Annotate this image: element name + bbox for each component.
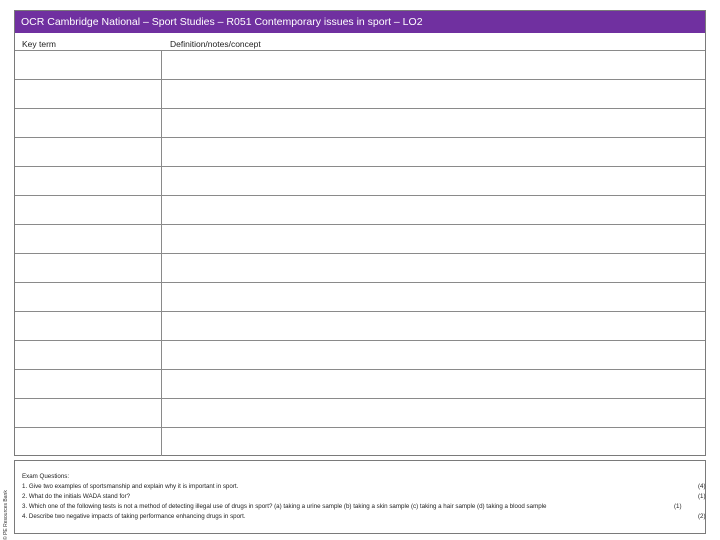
table-row (15, 79, 705, 108)
definition-cell[interactable] (162, 109, 705, 137)
exam-heading: Exam Questions: (22, 473, 70, 480)
table-row (15, 195, 705, 224)
column-header-key-term: Key term (22, 39, 57, 49)
exam-questions-box (14, 460, 706, 534)
definition-cell[interactable] (162, 80, 705, 108)
table-body (15, 50, 705, 456)
exam-question: 2. What do the initials WADA stand for? (22, 493, 131, 500)
key-term-cell[interactable] (15, 370, 162, 398)
definition-cell[interactable] (162, 167, 705, 195)
exam-question: 1. Give two examples of sportsmanship and explain why it is important in sport. (22, 483, 239, 490)
table-row (15, 253, 705, 282)
table-row (15, 282, 705, 311)
key-term-cell[interactable] (15, 138, 162, 166)
definition-cell[interactable] (162, 399, 705, 427)
page-title: OCR Cambridge National – Sport Studies – R051 Contemporary issues in sport – LO2 (15, 11, 705, 33)
definition-cell[interactable] (162, 254, 705, 282)
table-row (15, 311, 705, 340)
key-term-cell[interactable] (15, 283, 162, 311)
table-row (15, 137, 705, 166)
key-term-cell[interactable] (15, 399, 162, 427)
definition-cell[interactable] (162, 370, 705, 398)
definition-cell[interactable] (162, 341, 705, 369)
exam-question-marks: (1) (674, 503, 682, 510)
key-term-cell[interactable] (15, 167, 162, 195)
definition-cell[interactable] (162, 428, 705, 456)
key-term-cell[interactable] (15, 312, 162, 340)
key-term-cell[interactable] (15, 196, 162, 224)
definition-cell[interactable] (162, 283, 705, 311)
table-row (15, 108, 705, 137)
key-term-cell[interactable] (15, 51, 162, 79)
definition-cell[interactable] (162, 312, 705, 340)
table-row (15, 340, 705, 369)
key-term-cell[interactable] (15, 254, 162, 282)
table-row (15, 224, 705, 253)
definition-cell[interactable] (162, 196, 705, 224)
definition-cell[interactable] (162, 225, 705, 253)
side-credit: © PE Resources Bank (3, 490, 9, 540)
key-term-cell[interactable] (15, 109, 162, 137)
table-row (15, 50, 705, 79)
key-terms-table (14, 10, 706, 456)
definition-cell[interactable] (162, 138, 705, 166)
exam-question-marks: (4) (698, 483, 706, 490)
key-term-cell[interactable] (15, 80, 162, 108)
key-term-cell[interactable] (15, 428, 162, 456)
table-row (15, 427, 705, 456)
table-row (15, 398, 705, 427)
exam-question-marks: (2) (698, 513, 706, 520)
column-header-definition: Definition/notes/concept (170, 39, 261, 49)
key-term-cell[interactable] (15, 341, 162, 369)
exam-question: 3. Which one of the following tests is not a method of detecting illegal use of drugs in sport? (a) taking a urine sample (b) taking a skin sample (c) taking a hair sample (d) taking a blood sample (22, 503, 547, 510)
exam-question-marks: (1) (698, 493, 706, 500)
exam-question: 4. Describe two negative impacts of taking performance enhancing drugs in sport. (22, 513, 246, 520)
table-row (15, 166, 705, 195)
table-row (15, 369, 705, 398)
key-term-cell[interactable] (15, 225, 162, 253)
definition-cell[interactable] (162, 51, 705, 79)
